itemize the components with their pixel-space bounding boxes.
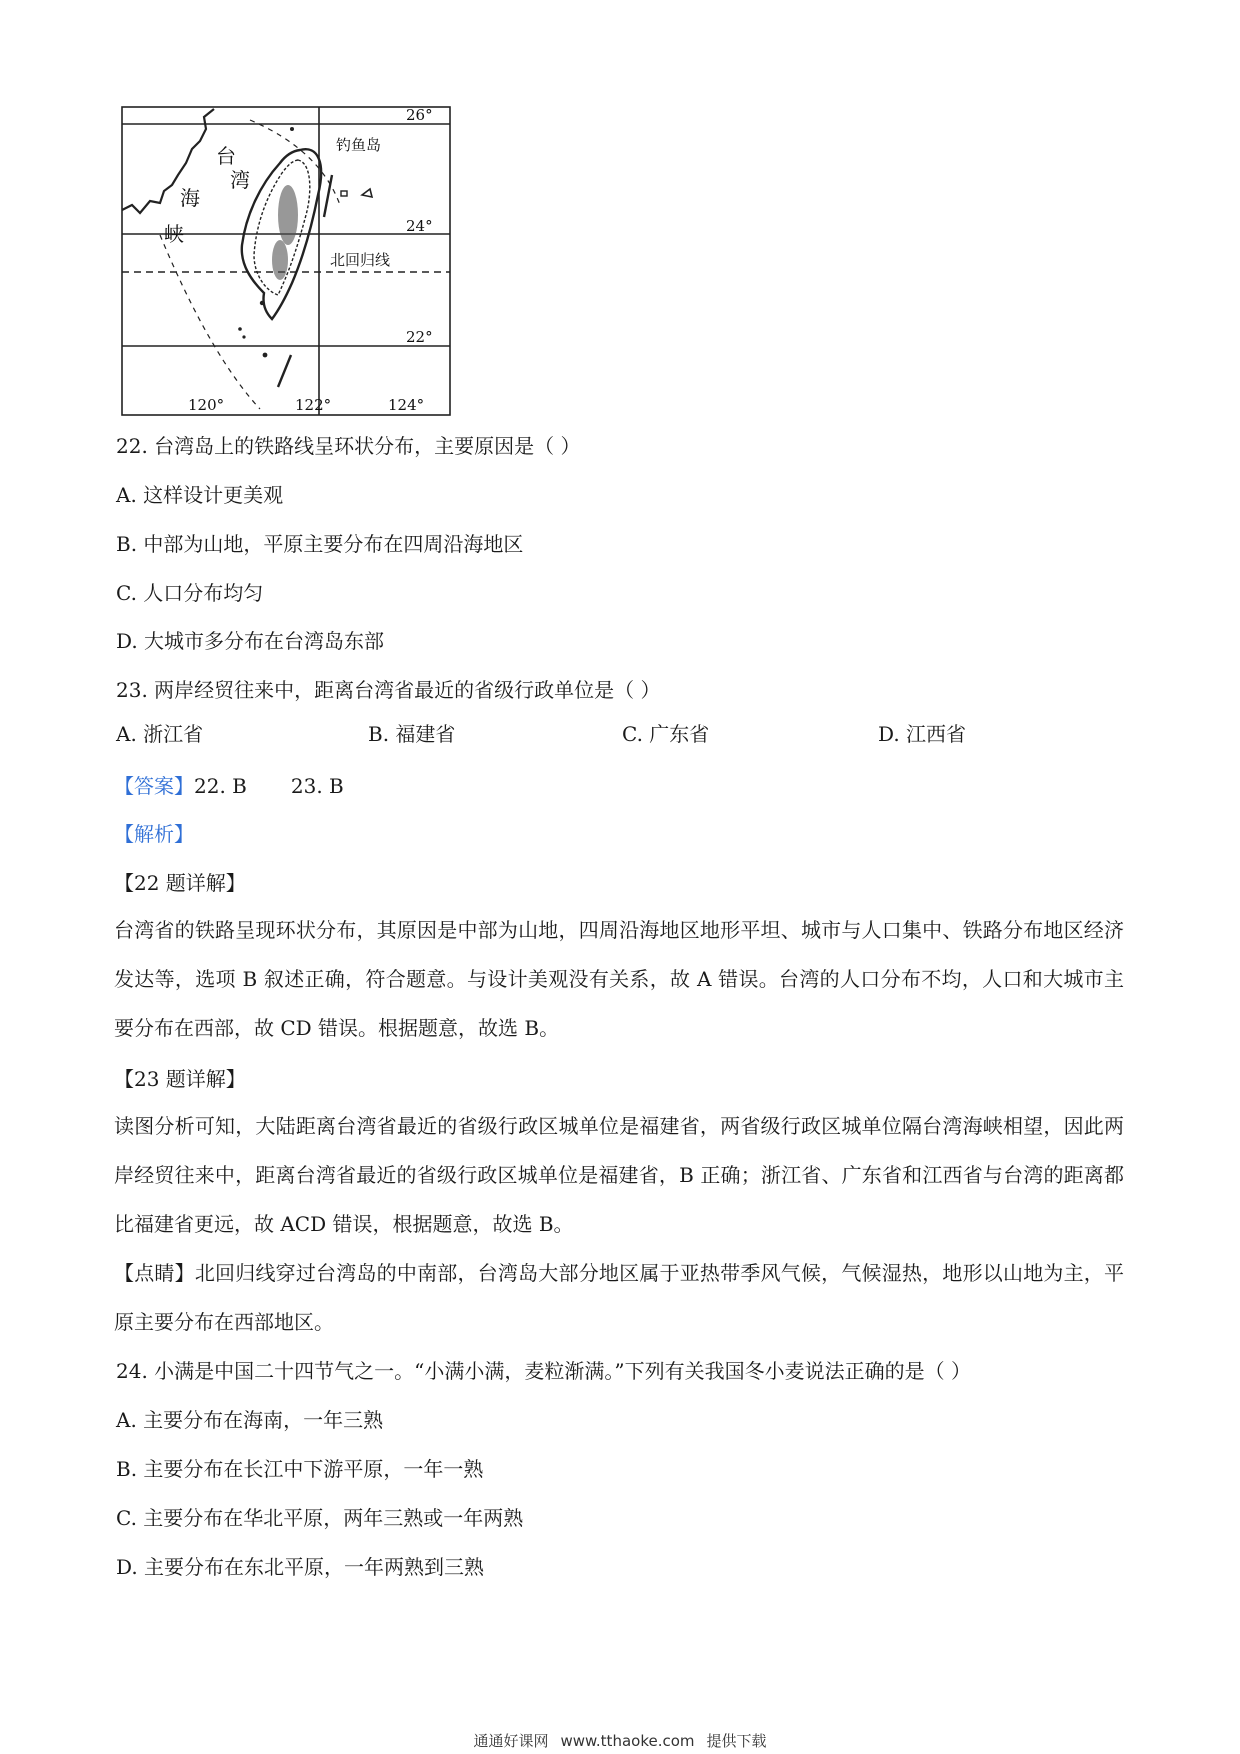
central-mountains-south <box>272 240 288 280</box>
lat-label-24: 24° <box>406 217 433 235</box>
q22-option-b: B. 中部为山地，平原主要分布在四周沿海地区 <box>116 532 524 556</box>
footer-site-name: 通通好课网 <box>473 1732 549 1750</box>
detail23-text: 读图分析可知，大陆距离台湾省最近的省级行政区城单位是福建省，两省级行政区城单位隔台湾海峡相望，因此两岸经贸往来中，距离台湾省最近的省级行政区城单位是福建省，B 正确；浙江省、广东省和江西省与台湾的距离都比福建省更远，故 ACD 错误，根据题意，故选 B。 <box>114 1114 1124 1236</box>
strait-boundary-north <box>250 120 340 205</box>
island-dot <box>238 327 242 331</box>
tropic-label: 北回归线 <box>330 251 391 269</box>
q22-option-d: D. 大城市多分布在台湾岛东部 <box>116 629 385 653</box>
strait-boundary-west <box>160 235 260 409</box>
note-para <box>114 1249 1124 1347</box>
lon-label-122: 122° <box>295 396 332 414</box>
island-dot <box>242 335 245 338</box>
answer-tag: 【答案】 <box>114 774 194 798</box>
taiwan-map <box>120 105 452 417</box>
detail22-title: 【22 题详解】 <box>114 871 246 895</box>
strait-char-1: 台 <box>216 144 236 168</box>
q22-stem: 22. 台湾岛上的铁路线呈环状分布，主要原因是（ ） <box>116 434 581 458</box>
lon-label-124: 124° <box>388 396 425 414</box>
q24-option-a: A. 主要分布在海南，一年三熟 <box>116 1408 384 1432</box>
q23-option-c: C. 广东省 <box>622 722 710 746</box>
central-mountains <box>278 185 298 245</box>
diaoyu-label: 钓鱼岛 <box>336 136 382 154</box>
lat-label-26: 26° <box>406 106 433 124</box>
lon-label-120: 120° <box>188 396 225 414</box>
q24-option-d: D. 主要分布在东北平原，一年两熟到三熟 <box>116 1555 485 1579</box>
strait-char-4: 峡 <box>164 222 184 246</box>
q24-option-c: C. 主要分布在华北平原，两年三熟或一年两熟 <box>116 1506 524 1530</box>
q23-option-b: B. 福建省 <box>368 722 456 746</box>
note-text: 北回归线穿过台湾岛的中南部，台湾岛大部分地区属于亚热带季风气候，气候湿热，地形以山地为主，平原主要分布在西部地区。 <box>114 1261 1125 1334</box>
footer-url[interactable]: www.tthaoke.com <box>560 1732 695 1750</box>
island-dot <box>263 353 268 358</box>
small-island <box>362 189 372 197</box>
small-island-2 <box>341 191 347 196</box>
island-dot <box>260 301 264 305</box>
answer-line <box>114 772 344 800</box>
q22-option-a: A. 这样设计更美观 <box>116 483 284 507</box>
q23-stem: 23. 两岸经贸往来中，距离台湾省最近的省级行政单位是（ ） <box>116 678 661 702</box>
q24-option-b: B. 主要分布在长江中下游平原，一年一熟 <box>116 1457 484 1481</box>
q24-stem: 24. 小满是中国二十四节气之一。“小满小满，麦粒渐满。”下列有关我国冬小麦说法正确的是（ ） <box>116 1359 971 1383</box>
analysis-tag: 【解析】 <box>114 822 194 846</box>
q23-option-a: A. 浙江省 <box>116 722 204 746</box>
analysis-line <box>114 820 194 848</box>
island-dot <box>290 127 294 131</box>
strait-char-2: 湾 <box>230 168 250 192</box>
detail23-title: 【23 题详解】 <box>114 1067 246 1091</box>
answer-23: 23. B <box>290 774 344 798</box>
lat-label-22: 22° <box>406 328 433 346</box>
note-tag: 【点睛】 <box>114 1261 195 1285</box>
page-footer <box>0 1730 1240 1751</box>
footer-suffix: 提供下载 <box>706 1732 767 1750</box>
answer-22: 22. B <box>194 774 247 798</box>
q23-option-d: D. 江西省 <box>878 722 967 746</box>
detail22-text: 台湾省的铁路呈现环状分布，其原因是中部为山地，四周沿海地区地形平坦、城市与人口集中、铁路分布地区经济发达等，选项 B 叙述正确，符合题意。与设计美观没有关系，故 A 错误。台湾的人口分布不均，人口和大城市主要分布在西部，故 CD 错误。根据题意，故选 B。 <box>114 918 1124 1040</box>
strait-char-3: 海 <box>180 186 200 210</box>
q22-option-c: C. 人口分布均匀 <box>116 581 264 605</box>
island-stroke-2 <box>278 355 291 387</box>
